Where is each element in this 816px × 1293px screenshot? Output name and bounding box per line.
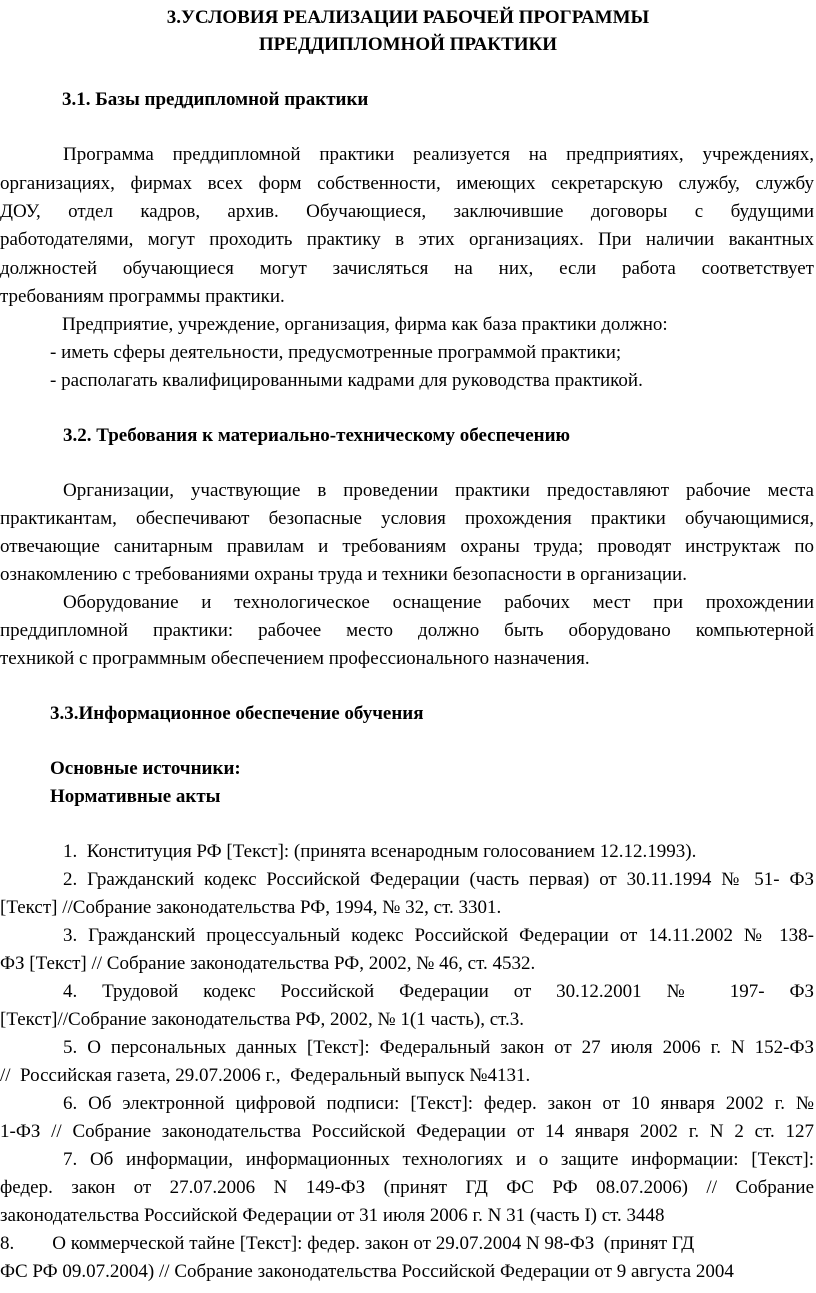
reference-item: // Российская газета, 29.07.2006 г., Федеральный выпуск №4131. [0,1065,531,1086]
reference-item: [Текст] //Собрание законодательства РФ, 1994, № 32, ст. 3301. [0,897,502,918]
section-3-2-heading: 3.2. Требования к материально-техническому обеспечению [63,425,571,446]
reference-item: 6. Об электронной цифровой подписи: [Текст]: федер. закон от 10 января 2002 г. № [63,1093,814,1114]
list-item: - иметь сферы деятельности, предусмотренные программой практики; [50,342,622,363]
reference-item: 1-ФЗ // Собрание законодательства Российской Федерации от 14 января 2002 г. N 2 ст. 127 [0,1121,814,1142]
paragraph-line: организациях, фирмах всех форм собственности, имеющих секретарскую службу, службу [0,173,814,194]
paragraph-line: требованиям программы практики. [0,286,285,307]
reference-item: ФС РФ 09.07.2004) // Собрание законодательства Российской Федерации от 9 августа 2004 [0,1261,734,1282]
reference-item: 4. Трудовой кодекс Российской Федерации от 30.12.2001 № 197- ФЗ [63,981,814,1002]
title-line-2: ПРЕДДИПЛОМНОЙ ПРАКТИКИ [258,34,558,55]
reference-item: законодательства Российской Федерации от 31 июля 2006 г. N 31 (часть I) ст. 3448 [0,1205,665,1226]
reference-item: 8. О коммерческой тайне [Текст]: федер. закон от 29.07.2004 N 98-ФЗ (принят ГД [0,1233,695,1254]
reference-item: ФЗ [Текст] // Собрание законодательства РФ, 2002, № 46, ст. 4532. [0,953,536,974]
paragraph-line: ДОУ, отдел кадров, архив. Обучающиеся, заключившие договоры с будущими [0,201,814,222]
list-item: - располагать квалифицированными кадрами для руководства практикой. [50,370,643,391]
paragraph-line: ознакомлению с требованиями охраны труда и техники безопасности в организации. [0,564,687,585]
reference-item: 2. Гражданский кодекс Российской Федерации (часть первая) от 30.11.1994 № 51- ФЗ [63,869,814,890]
paragraph-line: Программа преддипломной практики реализуется на предприятиях, учреждениях, [63,144,814,165]
paragraph-line: Организации, участвующие в проведении практики предоставляют рабочие места [63,480,814,501]
reference-item: [Текст]//Собрание законодательства РФ, 2002, № 1(1 часть), ст.3. [0,1009,525,1030]
paragraph-line: должностей обучающиеся могут зачисляться на них, если работа соответствует [0,258,814,279]
reference-item: 5. О персональных данных [Текст]: Федеральный закон от 27 июля 2006 г. N 152-ФЗ [63,1037,814,1058]
subheading-normative-acts: Нормативные акты [50,786,221,807]
paragraph-line: техникой с программным обеспечением профессионального назначения. [0,648,590,669]
paragraph-line: работодателями, могут проходить практику в этих организациях. При наличии вакантных [0,229,814,250]
reference-item: 7. Об информации, информационных технологиях и о защите информации: [Текст]: [63,1149,814,1170]
paragraph-line: Предприятие, учреждение, организация, фирма как база практики должно: [62,314,668,335]
paragraph-line: практикантам, обеспечивают безопасные условия прохождения практики обучающимися, [0,508,814,529]
paragraph-line: Оборудование и технологическое оснащение рабочих мест при прохождении [63,592,814,613]
paragraph-line: преддипломной практики: рабочее место должно быть оборудовано компьютерной [0,620,814,641]
reference-item: 3. Гражданский процессуальный кодекс Российской Федерации от 14.11.2002 № 138- [63,925,814,946]
subheading-main-sources: Основные источники: [50,758,241,779]
title-line-1: 3.УСЛОВИЯ РЕАЛИЗАЦИИ РАБОЧЕЙ ПРОГРАММЫ [166,7,650,28]
reference-item: федер. закон от 27.07.2006 N 149-ФЗ (принят ГД ФС РФ 08.07.2006) // Собрание [0,1177,814,1198]
paragraph-line: отвечающие санитарным правилам и требованиям охраны труда; проводят инструктаж по [0,536,814,557]
section-3-1-heading: 3.1. Базы преддипломной практики [62,89,369,110]
section-3-3-heading: 3.3.Информационное обеспечение обучения [50,703,424,724]
reference-item: 1. Конституция РФ [Текст]: (принята всенародным голосованием 12.12.1993). [63,841,697,862]
